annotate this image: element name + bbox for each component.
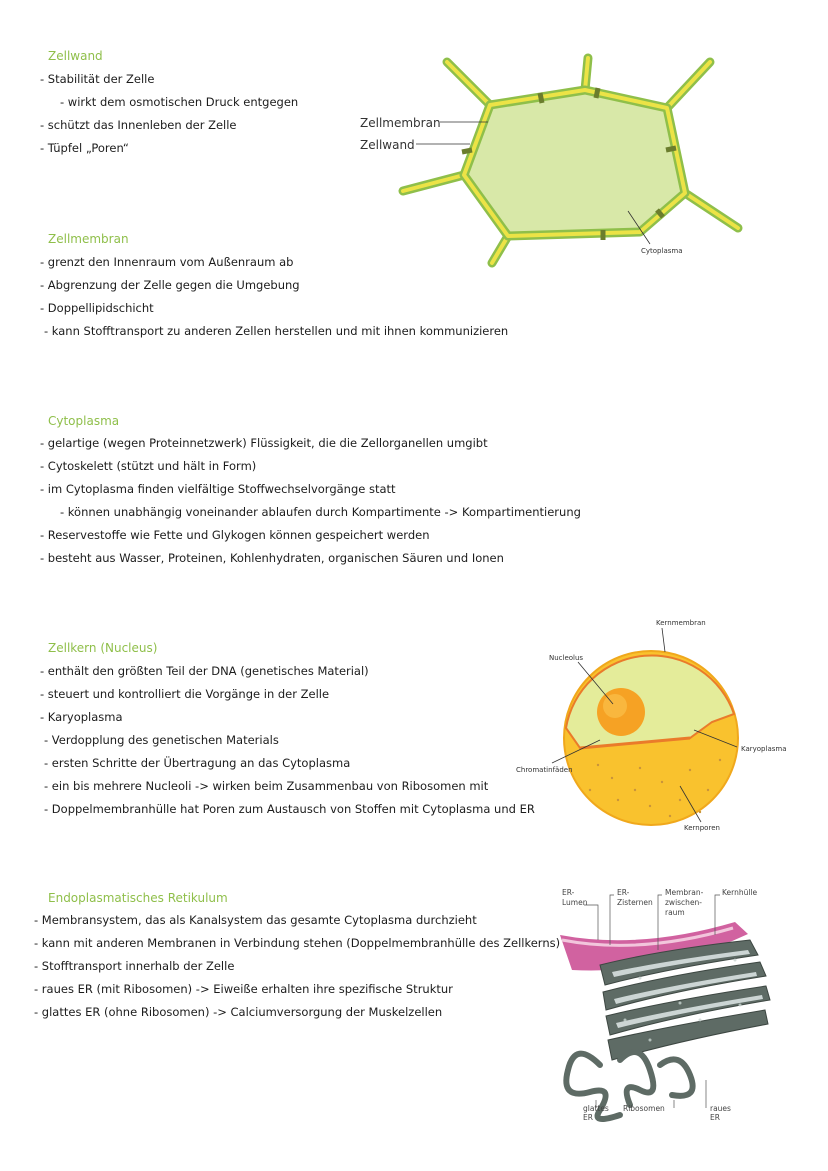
list-item: - glattes ER (ohne Ribosomen) -> Calciumversorgung der Muskelzellen [34,1005,443,1019]
section-title-zellkern: Zellkern (Nucleus) [48,641,158,655]
section-title-zellmembran: Zellmembran [48,232,129,246]
label-ribosomen: Ribosomen [623,1104,665,1113]
list-item: - ein bis mehrere Nucleoli -> wirken beim Zusammenbau von Ribosomen mit [44,779,489,793]
zellwand-list [40,68,298,160]
list-item: - Tüpfel „Poren“ [40,141,129,155]
label-raues-er-2: ER [710,1113,720,1122]
list-item: - Reservestoffe wie Fette und Glykogen können gespeichert werden [40,528,430,542]
label-glattes-er-2: ER [583,1113,593,1122]
label-zellmembran: Zellmembran [360,116,441,130]
zellkern-list [40,660,535,821]
label-er-lumen-1: ER- [562,888,575,897]
nucleus-diagram [510,610,810,840]
list-item: - im Cytoplasma finden vielfältige Stoffwechselvorgänge statt [40,482,396,496]
label-glattes-er-1: glattes [583,1104,609,1113]
list-item: - kann Stofftransport zu anderen Zellen herstellen und mit ihnen kommunizieren [44,324,509,338]
section-title-er: Endoplasmatisches Retikulum [48,891,228,905]
list-item: - Verdopplung des genetischen Materials [44,733,279,747]
label-membranraum-2: zwischen- [665,898,703,907]
list-item: - Stofftransport innerhalb der Zelle [34,959,235,973]
list-item: - Cytoskelett (stützt und hält in Form) [40,459,257,473]
list-item: - grenzt den Innenraum vom Außenraum ab [40,255,294,269]
label-er-zisternen-1: ER- [617,888,630,897]
label-kernmembran: Kernmembran [656,619,706,627]
cytoplasma-list [40,432,581,570]
list-item: - raues ER (mit Ribosomen) -> Eiweiße erhalten ihre spezifische Struktur [34,982,453,996]
label-membranraum-1: Membran- [665,888,704,897]
label-membranraum-3: raum [665,908,685,917]
plant-cell-diagram [350,50,750,275]
list-item: - schützt das Innenleben der Zelle [40,118,237,132]
list-item: - Membransystem, das als Kanalsystem das gesamte Cytoplasma durchzieht [34,913,477,927]
label-raues-er-1: raues [710,1104,731,1113]
list-item: - gelartige (wegen Proteinnetzwerk) Flüssigkeit, die die Zellorganellen umgibt [40,436,488,450]
zellmembran-list [40,251,508,343]
list-item: - Doppelmembranhülle hat Poren zum Austausch von Stoffen mit Cytoplasma und ER [44,802,535,816]
list-item: - Karyoplasma [40,710,123,724]
list-item: - kann mit anderen Membranen in Verbindung stehen (Doppelmembranhülle des Zellkerns) [34,936,561,950]
section-title-zellwand: Zellwand [48,49,103,63]
list-item: - enthält den größten Teil der DNA (genetisches Material) [40,664,369,678]
label-kernhuelle: Kernhülle [722,888,758,897]
list-item: - wirkt dem osmotischen Druck entgegen [60,95,299,109]
label-zellwand: Zellwand [360,138,415,152]
list-item: - Abgrenzung der Zelle gegen die Umgebung [40,278,300,292]
label-kernporen: Kernporen [684,824,720,832]
list-item: - Stabilität der Zelle [40,72,155,86]
label-er-zisternen-2: Zisternen [617,898,653,907]
section-title-cytoplasma: Cytoplasma [48,414,120,428]
list-item: - können unabhängig voneinander ablaufen durch Kompartimente -> Kompartimentierung [60,505,581,519]
list-item: - besteht aus Wasser, Proteinen, Kohlenhydraten, organischen Säuren und Ionen [40,551,504,565]
er-diagram [545,882,785,1127]
list-item: - ersten Schritte der Übertragung an das Cytoplasma [44,756,351,770]
cell-body [464,90,685,236]
label-er-lumen-2: Lumen [562,898,588,907]
label-nucleolus: Nucleolus [549,654,584,662]
list-item: - Doppellipidschicht [40,301,154,315]
label-chromatin: Chromatinfäden [516,766,573,774]
label-cytoplasma: Cytoplasma [641,247,683,255]
label-karyoplasma: Karyoplasma [741,745,787,753]
list-item: - steuert und kontrolliert die Vorgänge in der Zelle [40,687,330,701]
er-list [34,909,560,1024]
